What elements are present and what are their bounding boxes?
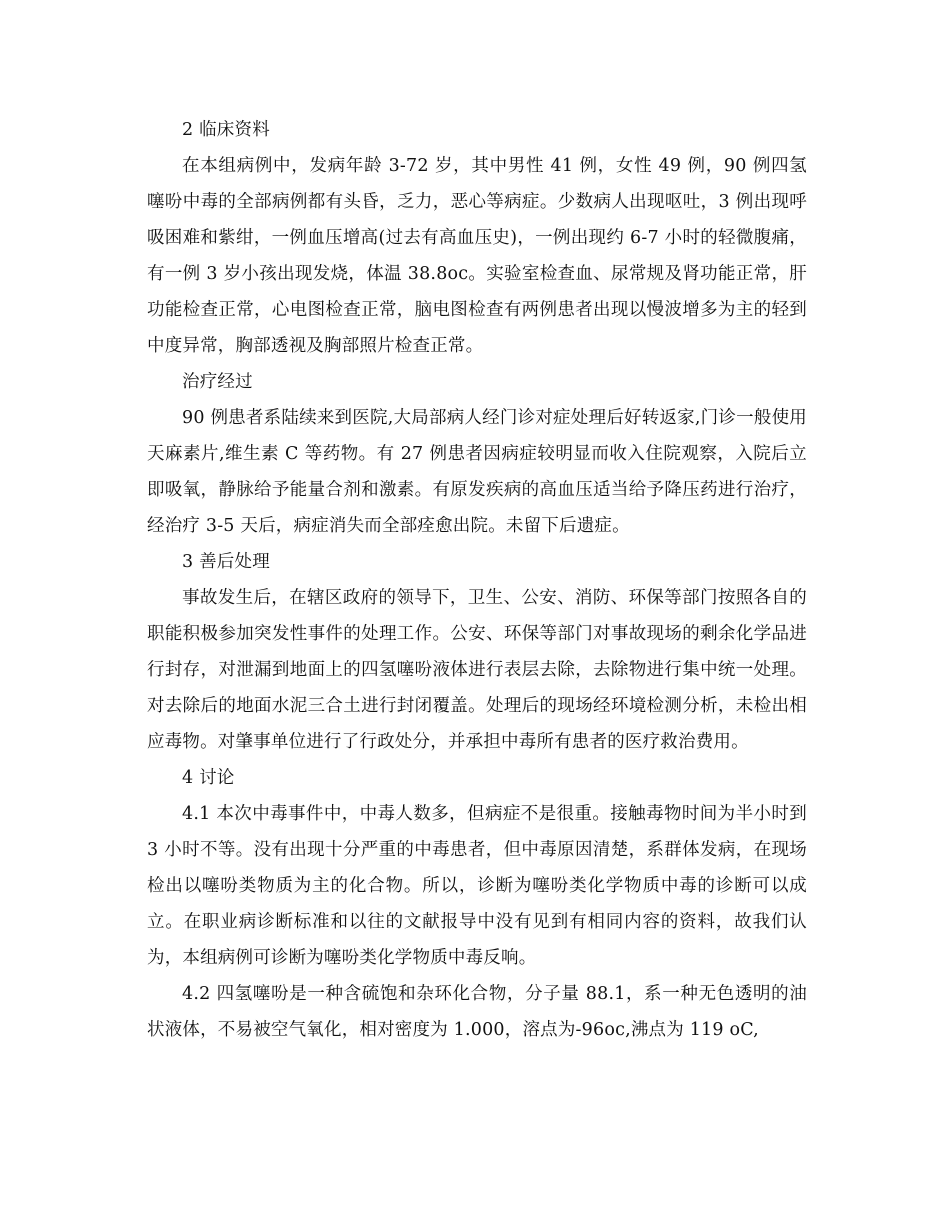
section-heading-aftermath: 3 善后处理 <box>182 552 270 572</box>
section-heading-clinical: 2 临床资料 <box>182 120 270 140</box>
paragraph-treatment: 90 例患者系陆续来到医院,大局部病人经门诊对症处理后好转返家,门诊一般使用天麻素片,维生素 C 等药物。有 27 例患者因病症较明显而收入住院观察，入院后立即吸氧，静脉给予能量合剂和激素。有原发疾病的高血压适当给予降压药进行治疗，经治疗 3-5 天后，病症消失而全部痊愈出院。未留下后遗症。 <box>147 408 807 536</box>
section-heading-discussion: 4 讨论 <box>182 768 235 788</box>
section-heading-treatment: 治疗经过 <box>182 372 253 392</box>
document-body <box>147 112 807 1048</box>
paragraph-aftermath: 事故发生后，在辖区政府的领导下，卫生、公安、消防、环保等部门按照各自的职能积极参加突发性事件的处理工作。公安、环保等部门对事故现场的剩余化学品进行封存，对泄漏到地面上的四氢噻吩液体进行表层去除，去除物进行集中统一处理。对去除后的地面水泥三合土进行封闭覆盖。处理后的现场经环境检测分析，未检出相应毒物。对肇事单位进行了行政处分，并承担中毒所有患者的医疗救治费用。 <box>147 588 807 752</box>
paragraph-discussion-4-2: 4.2 四氢噻吩是一种含硫饱和杂环化合物，分子量 88.1，系一种无色透明的油状液体，不易被空气氧化，相对密度为 1.000，溶点为-96oc,沸点为 119 oC, <box>147 984 807 1040</box>
paragraph-clinical: 在本组病例中，发病年龄 3-72 岁，其中男性 41 例，女性 49 例，90 例四氢噻吩中毒的全部病例都有头昏，乏力，恶心等病症。少数病人出现呕吐，3 例出现呼吸困难和紫绀，一例血压增高(过去有高血压史)，一例出现约 6-7 小时的轻微腹痛，有一例 3 岁小孩出现发烧，体温 38.8oc。实验室检查血、尿常规及肾功能正常，肝功能检查正常，心电图检查正常，脑电图检查有两例患者出现以慢波增多为主的轻到中度异常，胸部透视及胸部照片检查正常。 <box>147 156 807 356</box>
paragraph-discussion-4-1: 4.1 本次中毒事件中，中毒人数多，但病症不是很重。接触毒物时间为半小时到 3 小时不等。没有出现十分严重的中毒患者，但中毒原因清楚，系群体发病，在现场检出以噻吩类物质为主的化合物。所以，诊断为噻吩类化学物质中毒的诊断可以成立。在职业病诊断标准和以往的文献报导中没有见到有相同内容的资料，故我们认为，本组病例可诊断为噻吩类化学物质中毒反响。 <box>147 804 807 968</box>
